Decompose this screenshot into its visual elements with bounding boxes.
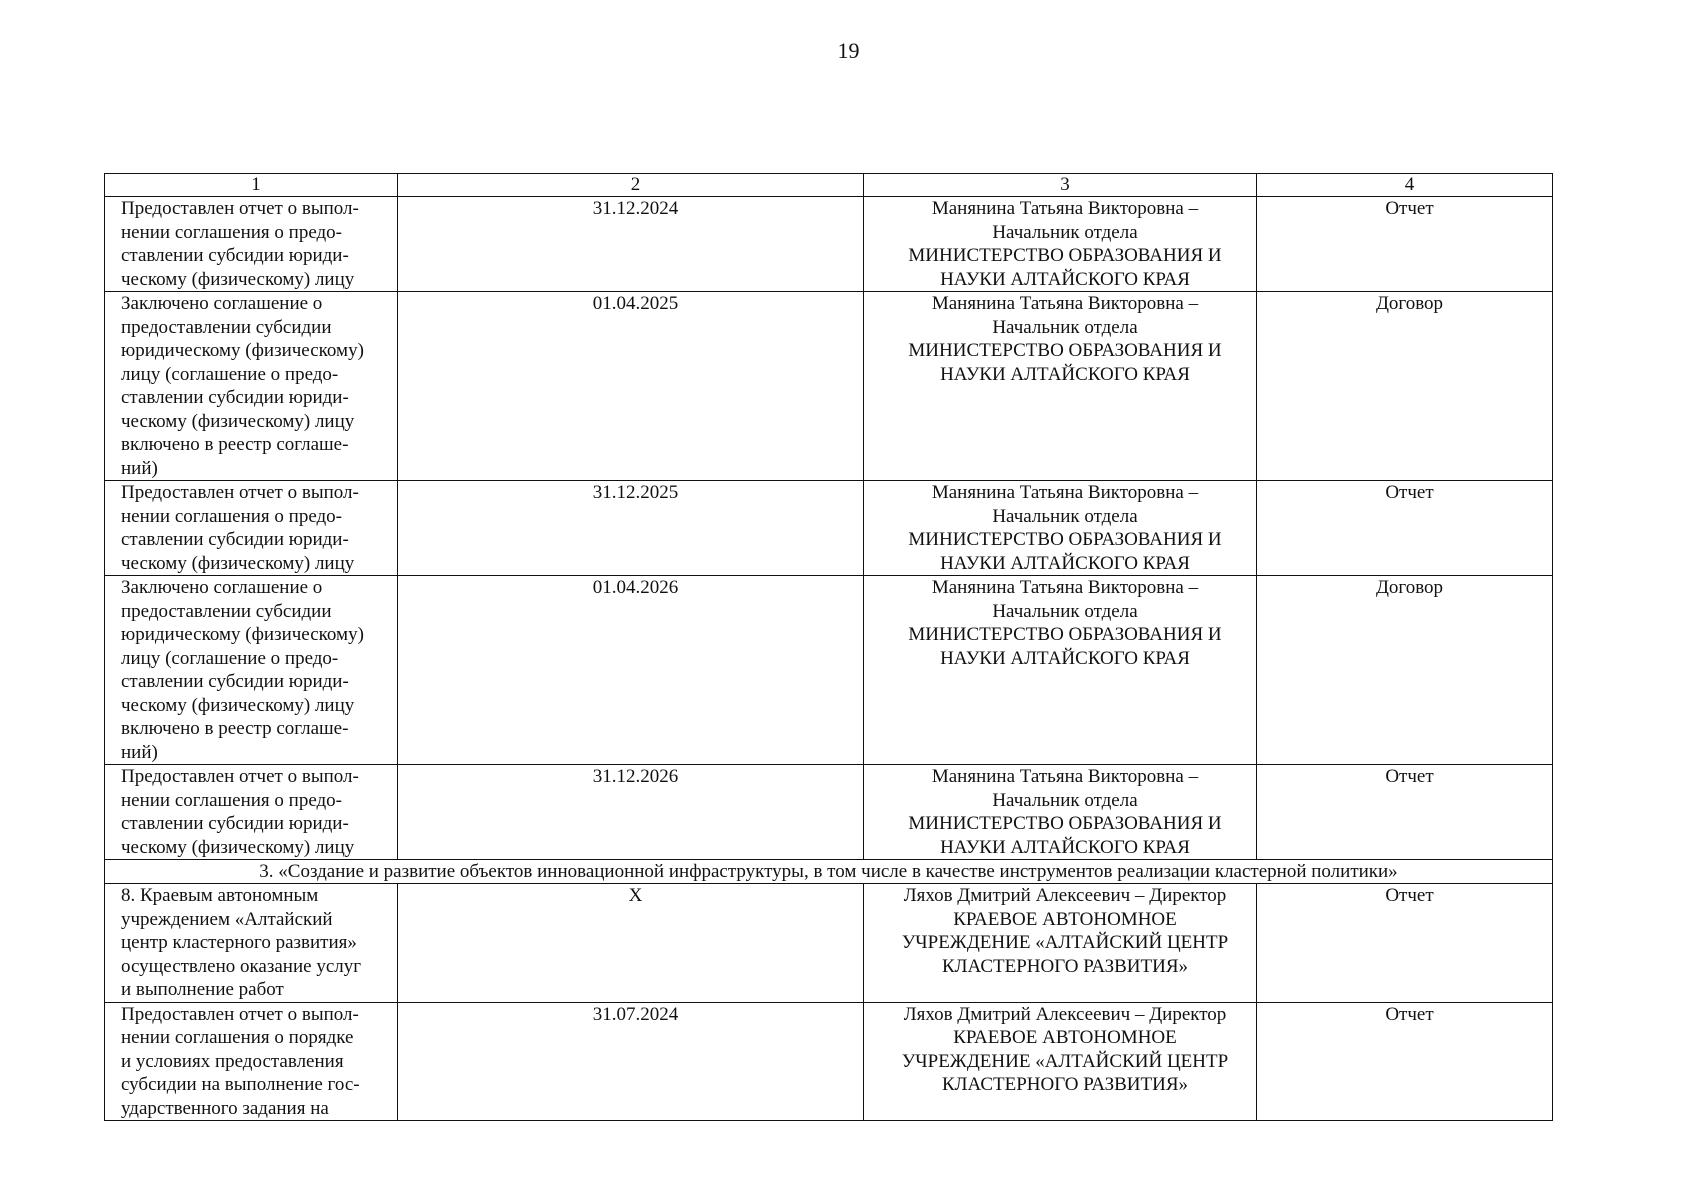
text-line: Ляхов Дмитрий Алексеевич – Директор bbox=[903, 1003, 1227, 1025]
text-line: Начальник отдела bbox=[992, 600, 1138, 622]
text-line: 8. Краевым автономным bbox=[121, 885, 319, 906]
column-number: 1 bbox=[105, 174, 398, 197]
responsible-person bbox=[864, 292, 1257, 481]
text-line: субсидии на выполнение гос- bbox=[121, 1074, 360, 1095]
plan-table bbox=[104, 173, 1553, 1121]
text-line: МИНИСТЕРСТВО ОБРАЗОВАНИЯ И bbox=[908, 245, 1222, 266]
text-line: нении соглашения о предо- bbox=[121, 789, 343, 811]
text-line: лицу (соглашение о предо- bbox=[121, 363, 339, 385]
document-type: Отчет bbox=[1257, 765, 1553, 860]
text-line: ческому (физическому) лицу bbox=[121, 694, 355, 716]
table-row bbox=[105, 884, 1553, 1003]
text-line: лицу (соглашение о предо- bbox=[121, 647, 339, 669]
responsible-person bbox=[864, 481, 1257, 576]
table-row bbox=[105, 292, 1553, 481]
document-type: Отчет bbox=[1257, 1002, 1553, 1121]
text-line: Начальник отдела bbox=[992, 316, 1138, 338]
column-number: 3 bbox=[864, 174, 1257, 197]
text-line: НАУКИ АЛТАЙСКОГО КРАЯ bbox=[940, 836, 1190, 858]
deadline-date: 31.12.2025 bbox=[398, 481, 864, 576]
event-description bbox=[105, 1002, 398, 1121]
deadline-date: 01.04.2025 bbox=[398, 292, 864, 481]
text-line: нении соглашения о предо- bbox=[121, 221, 343, 243]
event-description bbox=[105, 292, 398, 481]
text-line: Ляхов Дмитрий Алексеевич – Директор bbox=[903, 885, 1227, 906]
deadline-date: 31.12.2024 bbox=[398, 197, 864, 292]
text-line: ний) bbox=[121, 741, 158, 763]
text-line: и условиях предоставления bbox=[121, 1050, 344, 1072]
table-row bbox=[105, 197, 1553, 292]
section-row bbox=[105, 860, 1553, 884]
text-line: Начальник отдела bbox=[992, 505, 1138, 527]
text-line: Манянина Татьяна Викторовна – bbox=[931, 482, 1199, 503]
text-line: ударственного задания на bbox=[121, 1097, 329, 1119]
text-line: осуществлено оказание услуг bbox=[121, 955, 362, 977]
text-line: Манянина Татьяна Викторовна – bbox=[931, 766, 1199, 787]
text-line: предоставлении субсидии bbox=[121, 600, 332, 622]
event-description bbox=[105, 576, 398, 765]
text-line: КРАЕВОЕ АВТОНОМНОЕ bbox=[953, 908, 1177, 930]
table-row bbox=[105, 1002, 1553, 1121]
text-line: нении соглашения о предо- bbox=[121, 505, 343, 527]
text-line: юридическому (физическому) bbox=[121, 340, 364, 361]
text-line: нении соглашения о порядке bbox=[121, 1027, 354, 1048]
text-line: учреждением «Алтайский bbox=[121, 908, 333, 930]
text-line: ческому (физическому) лицу bbox=[121, 410, 355, 432]
text-line: ставлении субсидии юриди- bbox=[121, 387, 349, 408]
table-row bbox=[105, 481, 1553, 576]
text-line: ставлении субсидии юриди- bbox=[121, 245, 349, 266]
column-number-row bbox=[105, 174, 1553, 197]
deadline-date: 31.12.2026 bbox=[398, 765, 864, 860]
text-line: ческому (физическому) лицу bbox=[121, 268, 355, 290]
text-line: центр кластерного развития» bbox=[121, 932, 357, 953]
text-line: ставлении субсидии юриди- bbox=[121, 529, 349, 550]
text-line: и выполнение работ bbox=[121, 979, 284, 1000]
document-type: Отчет bbox=[1257, 884, 1553, 1003]
text-line: включено в реестр соглаше- bbox=[121, 718, 349, 739]
deadline-date: X bbox=[398, 884, 864, 1003]
section-title: 3. «Создание и развитие объектов инновационной инфраструктуры, в том числе в качестве инструментов реализации кластерной политики» bbox=[105, 860, 1553, 884]
responsible-person bbox=[864, 765, 1257, 860]
text-line: КРАЕВОЕ АВТОНОМНОЕ bbox=[953, 1027, 1177, 1048]
text-line: Манянина Татьяна Викторовна – bbox=[931, 577, 1199, 598]
event-description bbox=[105, 884, 398, 1003]
text-line: Начальник отдела bbox=[992, 789, 1138, 811]
document-type: Отчет bbox=[1257, 481, 1553, 576]
document-type: Отчет bbox=[1257, 197, 1553, 292]
text-line: Заключено соглашение о bbox=[121, 577, 323, 598]
text-line: МИНИСТЕРСТВО ОБРАЗОВАНИЯ И bbox=[908, 340, 1222, 361]
text-line: Предоставлен отчет о выпол- bbox=[121, 482, 359, 503]
text-line: Предоставлен отчет о выпол- bbox=[121, 198, 359, 219]
document-type: Договор bbox=[1257, 576, 1553, 765]
text-line: УЧРЕЖДЕНИЕ «АЛТАЙСКИЙ ЦЕНТР bbox=[901, 932, 1229, 953]
text-line: НАУКИ АЛТАЙСКОГО КРАЯ bbox=[940, 647, 1190, 669]
text-line: Начальник отдела bbox=[992, 221, 1138, 243]
responsible-person bbox=[864, 884, 1257, 1003]
text-line: юридическому (физическому) bbox=[121, 624, 364, 645]
text-line: УЧРЕЖДЕНИЕ «АЛТАЙСКИЙ ЦЕНТР bbox=[901, 1050, 1229, 1072]
table-row bbox=[105, 576, 1553, 765]
responsible-person bbox=[864, 197, 1257, 292]
document-type: Договор bbox=[1257, 292, 1553, 481]
column-number: 2 bbox=[398, 174, 864, 197]
responsible-person bbox=[864, 576, 1257, 765]
column-number: 4 bbox=[1257, 174, 1553, 197]
responsible-person bbox=[864, 1002, 1257, 1121]
text-line: КЛАСТЕРНОГО РАЗВИТИЯ» bbox=[941, 1074, 1188, 1095]
deadline-date: 01.04.2026 bbox=[398, 576, 864, 765]
text-line: НАУКИ АЛТАЙСКОГО КРАЯ bbox=[940, 268, 1190, 290]
text-line: предоставлении субсидии bbox=[121, 316, 332, 338]
text-line: МИНИСТЕРСТВО ОБРАЗОВАНИЯ И bbox=[908, 624, 1222, 645]
text-line: МИНИСТЕРСТВО ОБРАЗОВАНИЯ И bbox=[908, 813, 1222, 834]
text-line: ставлении субсидии юриди- bbox=[121, 671, 349, 692]
text-line: Заключено соглашение о bbox=[121, 293, 323, 314]
text-line: Предоставлен отчет о выпол- bbox=[121, 1003, 359, 1025]
text-line: ческому (физическому) лицу bbox=[121, 552, 355, 574]
event-description bbox=[105, 765, 398, 860]
event-description bbox=[105, 481, 398, 576]
page-number: 19 bbox=[837, 38, 860, 63]
text-line: включено в реестр соглаше- bbox=[121, 434, 349, 455]
deadline-date: 31.07.2024 bbox=[398, 1002, 864, 1121]
event-description bbox=[105, 197, 398, 292]
table-row bbox=[105, 765, 1553, 860]
text-line: Предоставлен отчет о выпол- bbox=[121, 766, 359, 787]
text-line: Манянина Татьяна Викторовна – bbox=[931, 198, 1199, 219]
text-line: Манянина Татьяна Викторовна – bbox=[931, 293, 1199, 314]
text-line: КЛАСТЕРНОГО РАЗВИТИЯ» bbox=[941, 955, 1188, 977]
text-line: НАУКИ АЛТАЙСКОГО КРАЯ bbox=[940, 552, 1190, 574]
text-line: ний) bbox=[121, 457, 158, 479]
text-line: ческому (физическому) лицу bbox=[121, 836, 355, 858]
text-line: ставлении субсидии юриди- bbox=[121, 813, 349, 834]
text-line: МИНИСТЕРСТВО ОБРАЗОВАНИЯ И bbox=[908, 529, 1222, 550]
text-line: НАУКИ АЛТАЙСКОГО КРАЯ bbox=[940, 363, 1190, 385]
